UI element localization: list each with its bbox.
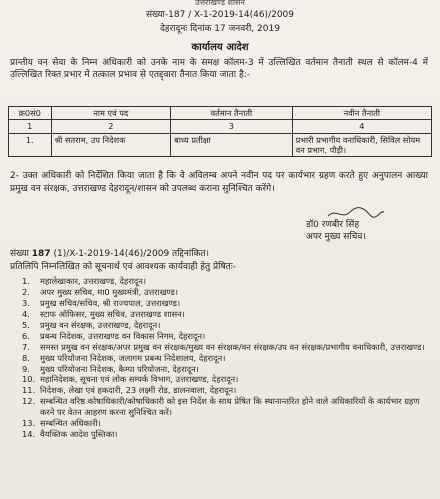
column-number: 3 [171, 120, 292, 133]
column-number: 4 [292, 120, 431, 133]
copy-reference-prefix: संख्या [10, 249, 29, 259]
reference-number: संख्या-187 / X-1-2019-14(46)/2009 [145, 10, 295, 20]
signatory-designation: अपर मुख्य सचिव। [306, 231, 366, 242]
signature-block [306, 220, 436, 243]
list-item-number: 12. [22, 396, 36, 407]
list-item-text: मुख्य परियोजना निदेशक, जलागम प्रबन्ध निदेशालय, देहरादून। [40, 352, 226, 363]
list-item-text: अपर मुख्य सचिव, मा0 मुख्यमंत्री, उत्तराखण्ड। [40, 286, 179, 297]
list-item-number: 14. [22, 429, 36, 440]
list-item-number: 3. [22, 297, 30, 308]
list-item [22, 429, 432, 440]
list-item-text: वैयक्तिक आदेश पुस्तिका। [40, 429, 118, 440]
header-top: उत्तराखण्ड शासन [195, 0, 245, 7]
list-item-number: 5. [22, 319, 30, 330]
list-item-number: 10. [22, 374, 36, 385]
table-header-cell: वर्तमान तैनाती [171, 107, 292, 120]
table-header-cell: नवीन तैनाती [292, 107, 431, 120]
list-item-text: सम्बन्धित वरिष्ठ कोषाधिकारी/कोषाधिकारी को इस निर्देश के साथ प्रेषित कि स्थानान्तरित होने वाले अधिकारियों के कार्यभार ग्रहण करने पर वेतन आहरण करना सुनिश्चित करें। [40, 396, 420, 418]
list-item-text: महालेखाकार, उत्तराखण्ड, देहरादून। [40, 276, 147, 286]
copy-reference-rest: (1)/X-1-2019-14(46)/2009 तद्दिनांकित। [53, 249, 209, 259]
list-item-text: सम्बन्धित अधिकारी। [40, 418, 101, 429]
list-item-number: 2. [22, 286, 30, 297]
list-item-number: 13. [22, 418, 36, 429]
list-item-number: 9. [22, 363, 30, 374]
list-item-text: मुख्य परियोजना निदेशक, कैम्पा परियोजना, देहरादून। [40, 363, 199, 374]
list-item [22, 276, 432, 287]
column-number: 1 [9, 120, 52, 133]
signatory-name: डॉ0 रणबीर सिंह [306, 220, 360, 230]
list-item [22, 385, 432, 396]
document-title: कार्यालय आदेश [191, 42, 249, 53]
column-number: 2 [51, 120, 171, 133]
list-item [22, 353, 432, 364]
posting-table [8, 106, 432, 157]
list-item-text: प्रमुख वन संरक्षक, उत्तराखण्ड, देहरादून। [40, 319, 161, 330]
list-item-text: प्रबन्ध निदेशक, उत्तराखण्ड वन विकास निगम, देहरादून। [40, 330, 206, 341]
copy-reference-number: 187 [31, 249, 51, 259]
list-item-number: 7. [22, 341, 30, 352]
table-cell-new: प्रभारी प्रभागीय वनाधिकारी, सिविल सोयम वन प्रभाग, पौड़ी। [292, 133, 431, 157]
list-item [22, 320, 432, 331]
list-item [22, 298, 432, 309]
list-item [22, 364, 432, 375]
list-item [22, 331, 432, 342]
table-row [9, 133, 432, 157]
list-item [22, 342, 432, 353]
list-item-text: समस्त प्रमुख वन संरक्षक/अपर प्रमुख वन संरक्षक/मुख्य वन संरक्षक/वन संरक्षक/उप वन संरक्षक/प्रभागीय वनाधिकारी, उत्तराखण्ड। [40, 341, 425, 352]
list-item-text: स्टाफ ऑफिसर, मुख्य सचिव, उत्तराखण्ड शासन। [40, 308, 185, 319]
list-item [22, 374, 432, 385]
list-item-number: 6. [22, 330, 30, 341]
paragraph-1: प्रान्तीय वन सेवा के निम्न अधिकारी को उनके नाम के समक्ष कॉलम-3 में उल्लिखित वर्तमान तैनाती स्थल से कॉलम-4 में उल्लिखित रिक्त प्रभार में तत्काल प्रभाव से एतद्द्वारा तैनात किया जाता है:- [10, 58, 428, 80]
table-header-cell: नाम एवं पद [51, 107, 171, 120]
table-column-number-row [9, 120, 432, 133]
table-header-row [9, 107, 432, 120]
list-item [22, 287, 432, 298]
list-item-text: प्रमुख सचिव/सचिव, श्री राज्यपाल, उत्तराखण्ड। [40, 297, 181, 308]
paragraph-2: 2- उक्त अधिकारी को निर्देशित किया जाता है कि वे अविलम्ब अपने नवीन पद पर कार्यभार ग्रहण करते हुए अनुपालन आख्या प्रमुख वन संरक्षक, उत्तराखण्ड देहरादून/शासन को उपलब्ध कराना सुनिश्चित करेंगे। [10, 171, 428, 194]
list-item-number: 4. [22, 308, 30, 319]
signature-scrawl-icon [326, 206, 386, 220]
list-item-number: 1. [22, 276, 30, 286]
table-cell-sn: 1. [9, 133, 52, 157]
list-item-text: निदेशक, लेखा एवं हकदारी, 23 लक्ष्मी रोड, डालनवाला, देहरादून। [40, 385, 237, 396]
copy-list [22, 276, 432, 440]
list-item-number: 11. [22, 385, 36, 396]
table-header-cell: क्र0सं0 [9, 107, 52, 120]
copy-header: प्रतिलिपि निम्नलिखित को सूचनार्थ एवं आवश्यक कार्यवाही हेतु प्रेषितः- [10, 262, 236, 272]
list-item [22, 418, 432, 429]
list-item [22, 396, 432, 418]
list-item-number: 8. [22, 352, 30, 363]
date-line: देहरादूनः दिनांक 17 जनवरी, 2019 [160, 24, 280, 34]
list-item-text: महानिदेशक, सूचना एवं लोक सम्पर्क विभाग, उत्तराखण्ड, देहरादून। [40, 374, 239, 385]
table-cell-name: श्री सतराम, उप निदेशक [51, 133, 171, 157]
table-cell-current: बाध्य प्रतीक्षा [171, 133, 292, 157]
copy-reference [10, 249, 430, 260]
list-item [22, 309, 432, 320]
